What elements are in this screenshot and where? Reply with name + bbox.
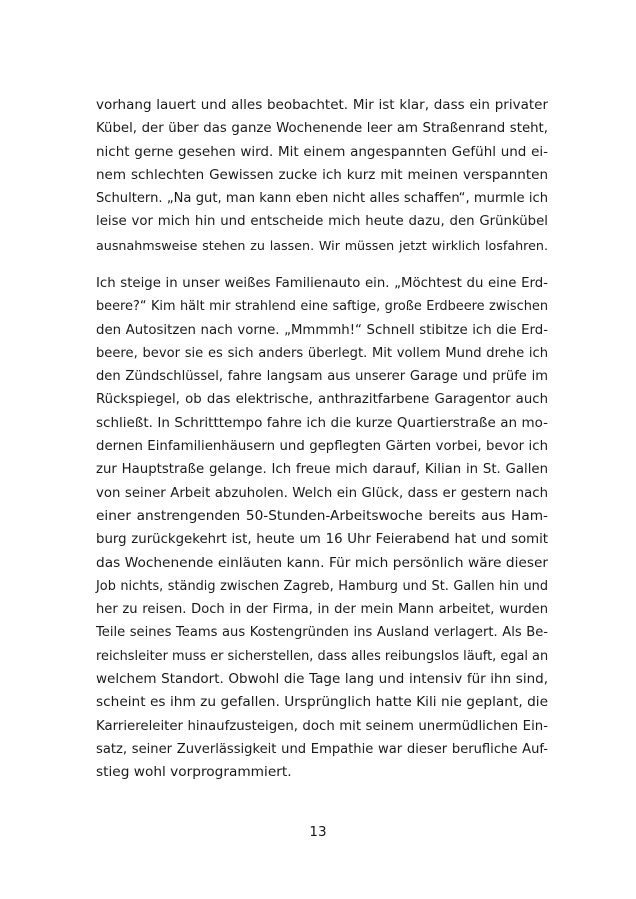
text-line: das Wochenende einläuten kann. Für mich persönlich wäre dieser — [96, 554, 548, 571]
text-line: welchem Standort. Obwohl die Tage lang und intensiv für ihn sind, — [96, 671, 548, 688]
text-line: Rückspiegel, ob das elektrische, anthrazitfarbene Garagentor auch — [96, 392, 548, 408]
text-line: den Autositzen nach vorne. „Mmmmh!“ Schnell stibitze ich die Erd- — [96, 322, 548, 338]
paragraph-2 — [96, 272, 548, 785]
text-line: Teile seines Teams aus Kostengründen ins Ausland verlagert. Als Be- — [96, 625, 548, 641]
paragraph-1 — [96, 94, 548, 257]
text-line: her zu reisen. Doch in der Firma, in der mein Mann arbeitet, wurden — [96, 602, 548, 618]
text-line: scheint es ihm zu gefallen. Ursprünglich hatte Kili nie geplant, die — [96, 694, 548, 711]
text-line: einer anstrengenden 50-Stunden-Arbeitswoche bereits aus Ham- — [96, 507, 548, 524]
text-line: stieg wohl vorprogrammiert. — [96, 764, 292, 781]
text-line: dernen Einfamilienhäusern und gepflegten Gärten vorbei, bevor ich — [96, 439, 548, 455]
text-line: Karriereleiter hinaufzusteigen, doch mit seinem unermüdlichen Ein- — [96, 718, 548, 734]
text-line: von seiner Arbeit abzuholen. Welch ein Glück, dass er gestern nach — [96, 485, 548, 501]
text-line: satz, seiner Zuverlässigkeit und Empathie war dieser berufliche Auf- — [96, 741, 548, 757]
text-line: nem schlechten Gewissen zucke ich kurz mit meinen verspannten — [96, 166, 548, 183]
text-line: leise vor mich hin und entscheide mich heute dazu, den Grünkübel — [96, 214, 548, 230]
text-line: beere?“ Kim hält mir strahlend eine saftige, große Erdbeere zwischen — [96, 299, 548, 315]
text-line: reichsleiter muss er sicherstellen, dass alles reibungslos läuft, egal an — [96, 648, 549, 664]
text-line: ausnahmsweise stehen zu lassen. Wir müssen jetzt wirklich losfahren. — [96, 237, 548, 253]
text-line: vorhang lauert und alles beobachtet. Mir ist klar, dass ein privater — [96, 97, 548, 113]
text-line: schließt. In Schritttempo fahre ich die kurze Quartierstraße an mo- — [96, 414, 548, 431]
text-line: Kübel, der über das ganze Wochenende leer am Straßenrand steht, — [96, 121, 548, 137]
text-line: den Zündschlüssel, fahre langsam aus unserer Garage und prüfe im — [96, 369, 548, 385]
text-line: zur Hauptstraße gelange. Ich freue mich darauf, Kilian in St. Gallen — [96, 462, 548, 478]
text-line: Schultern. „Na gut, man kann eben nicht alles schaffen“, murmle ich — [96, 191, 548, 207]
text-line: beere, bevor sie es sich anders überlegt. Mit vollem Mund drehe ich — [96, 345, 548, 361]
text-line: Job nichts, ständig zwischen Zagreb, Hamburg und St. Gallen hin und — [96, 578, 548, 594]
text-line: nicht gerne gesehen wird. Mit einem angespannten Gefühl und ei- — [96, 143, 548, 160]
text-line: burg zurückgekehrt ist, heute um 16 Uhr Feierabend hat und somit — [96, 532, 548, 548]
text-line: Ich steige in unser weißes Familienauto ein. „Möchtest du eine Erd- — [96, 276, 548, 291]
page-number: 13 — [309, 824, 327, 840]
